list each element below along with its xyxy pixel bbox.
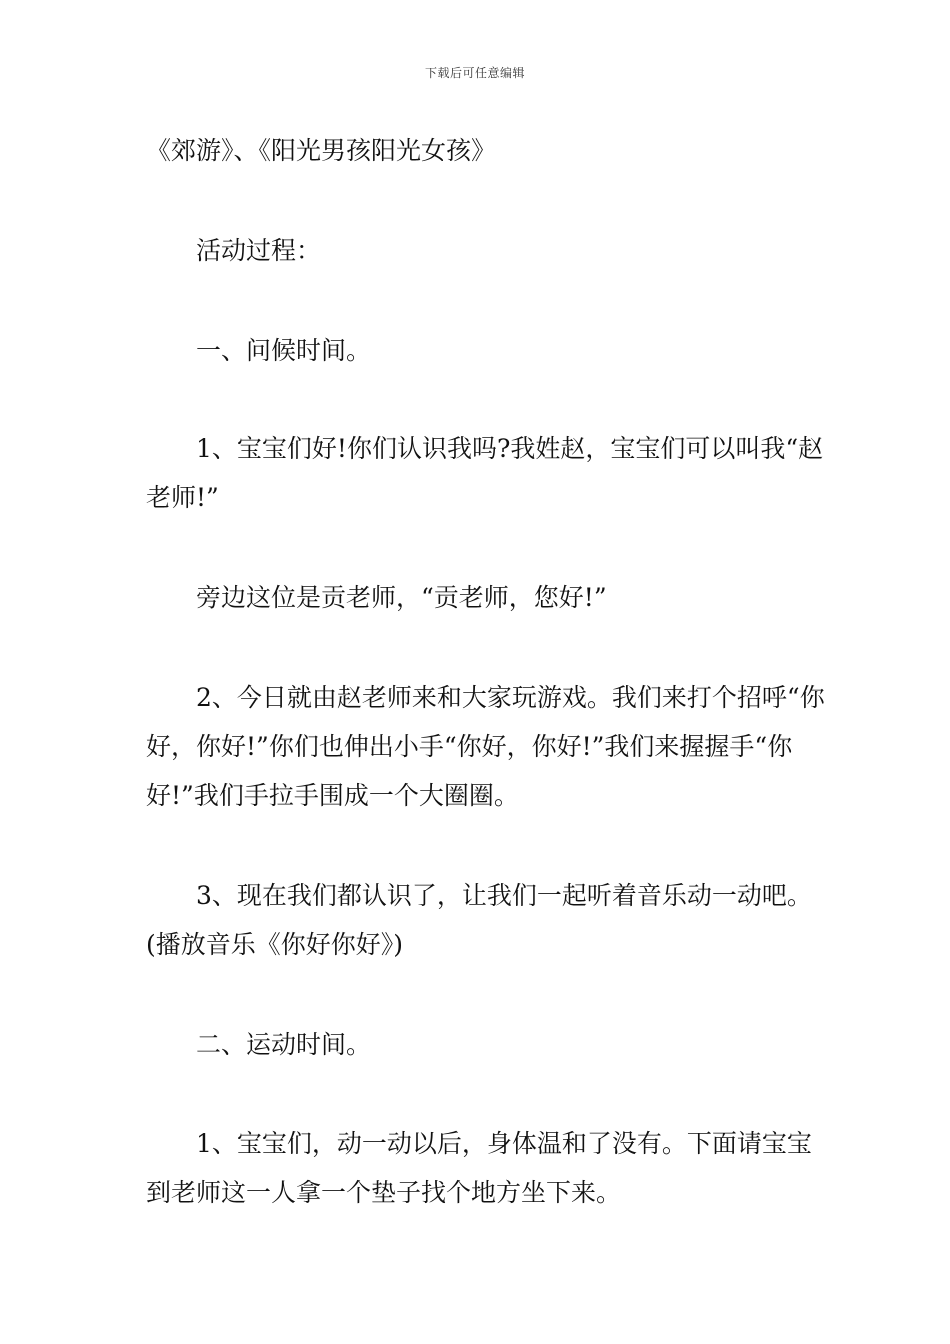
page-header: 下载后可任意编辑 [424,66,525,80]
paragraph-songs: 《郊游》、《阳光男孩阳光女孩》 [146,136,497,165]
paragraph-activity-process: 活动过程： [196,236,322,265]
paragraph-greeting-1: 1、宝宝们好!你们认识我吗?我姓赵，宝宝们可以叫我“赵老师!” [146,434,824,512]
section-heading-exercise: 二、运动时间。 [196,1030,372,1059]
paragraph-greeting-3: 3、现在我们都认识了，让我们一起听着音乐动一动吧。(播放音乐《你好你好》) [146,881,812,959]
paragraph-exercise-1: 1、宝宝们，动一动以后，身体温和了没有。下面请宝宝到老师这一人拿一个垫子找个地方坐下来。 [146,1129,812,1207]
paragraph-greeting-2: 2、今日就由赵老师来和大家玩游戏。我们来打个招呼“你好，你好!”你们也伸出小手“你好，你好!”我们来握握手“你好!”我们手拉手围成一个大圈圈。 [146,683,825,810]
paragraph-greeting-teacher: 旁边这位是贡老师，“贡老师，您好!” [196,583,607,612]
section-heading-greeting: 一、问候时间。 [196,336,372,365]
